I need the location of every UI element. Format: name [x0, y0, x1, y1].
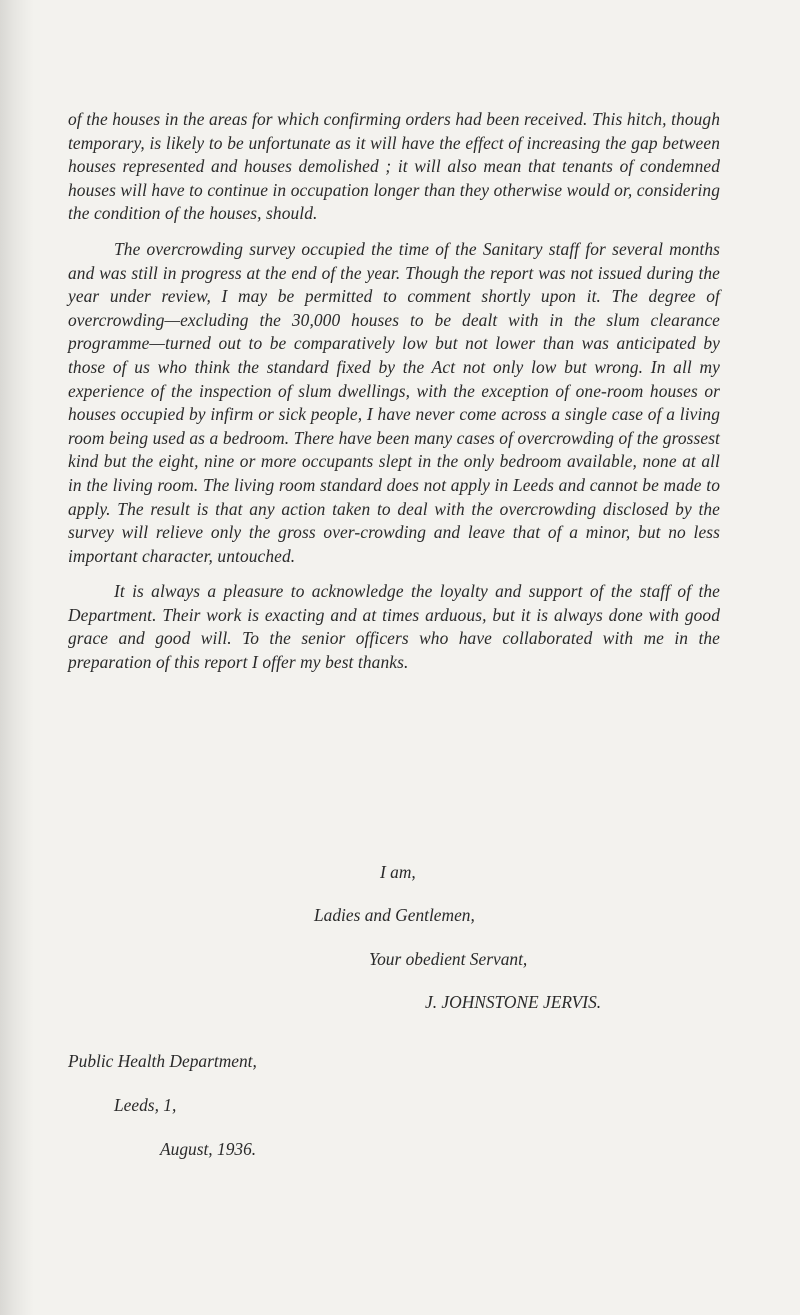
paragraph-housing-continuation: of the houses in the areas for which confirming orders had been received. This hitch, though temporary, is likely to be unfortunate as it will have the effect of increasing the gap between houses represented and houses demolished ; it will also mean that tenants of condemned houses will have to continue in occupation longer than they otherwise would or, considering the condition of the houses, should. [68, 109, 720, 224]
closing-salutation: Ladies and Gentlemen, [314, 905, 475, 925]
address-department: Public Health Department, [68, 1051, 257, 1071]
signature: J. JOHNSTONE JERVIS. [425, 992, 602, 1012]
address-date: August, 1936. [160, 1139, 257, 1159]
closing-i-am: I am, [380, 862, 416, 882]
report-body [68, 108, 720, 687]
address-city: Leeds, 1, [114, 1095, 177, 1115]
page-binding-edge [0, 0, 34, 1315]
closing-servant: Your obedient Servant, [369, 949, 528, 969]
paragraph-acknowledgement: It is always a pleasure to acknowledge the loyalty and support of the staff of the Department. Their work is exacting and at times arduous, but it is always done with good grace and good will. To the senior officers who have collaborated with me in the preparation of this report I offer my best thanks. [68, 581, 720, 673]
paragraph-overcrowding-survey: The overcrowding survey occupied the time of the Sanitary staff for several months and was still in progress at the end of the year. Though the report was not issued during the year under review, I may be permitted to comment shortly upon it. The degree of overcrowding—excluding the 30,000 houses to be dealt with in the slum clearance programme—turned out to be comparatively low but not lower than was anticipated by those of us who think the standard fixed by the Act not only low but wrong. In all my experience of the inspection of slum dwellings, with the exception of one-room houses or houses occupied by infirm or sick people, I have never come across a single case of a living room being used as a bedroom. There have been many cases of overcrowding of the grossest kind but the eight, nine or more occupants slept in the only bedroom available, none at all in the living room. The living room standard does not apply in Leeds and cannot be made to apply. The result is that any action taken to deal with the overcrowding disclosed by the survey will relieve only the gross over-crowding and leave that of a minor, but no less important character, untouched. [68, 238, 720, 566]
